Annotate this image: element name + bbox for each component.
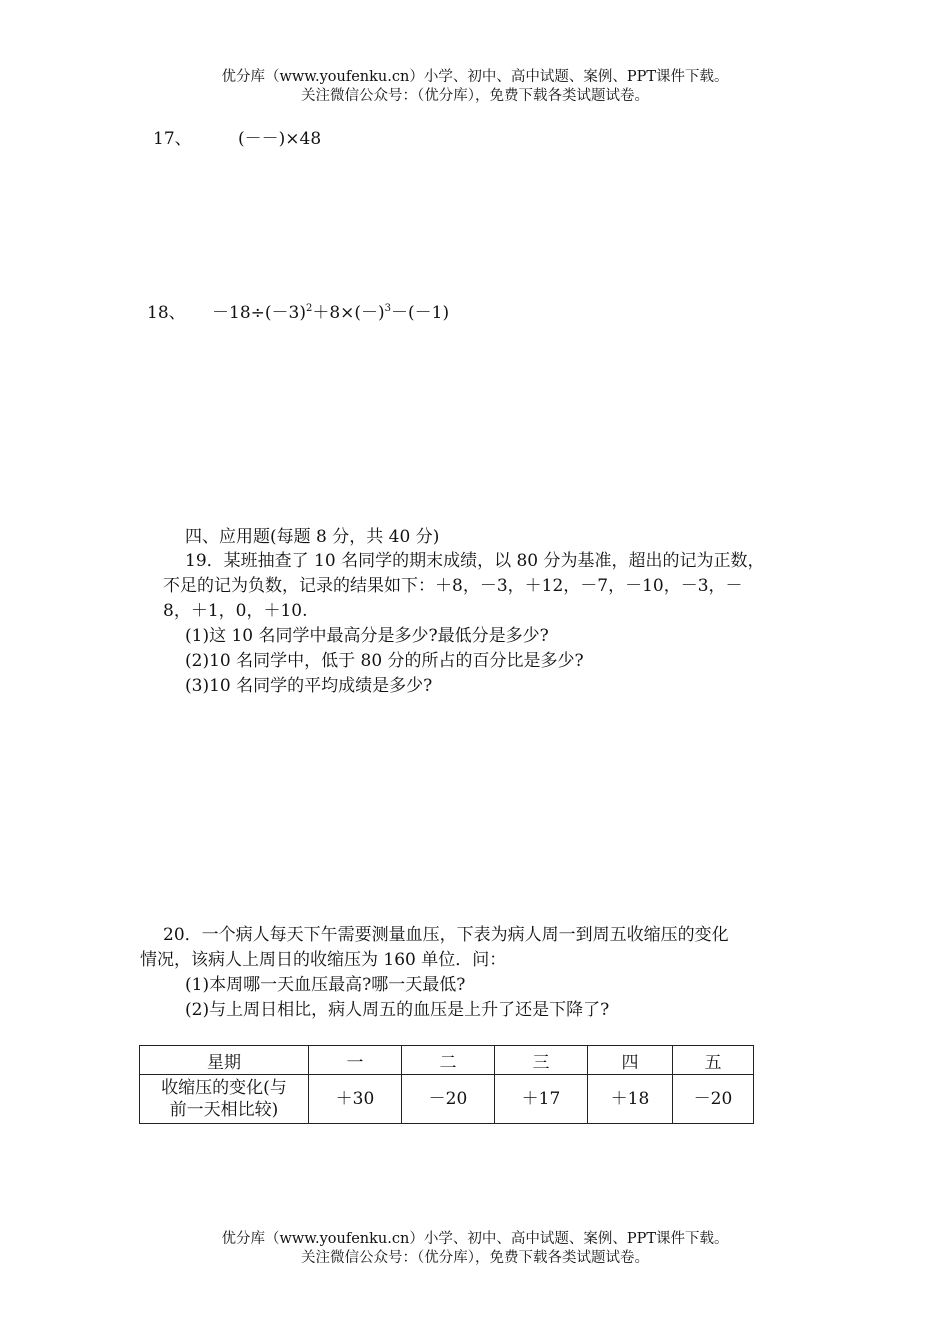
question-20-sub-2: (2)与上周日相比，病人周五的血压是上升了还是下降了? <box>185 1000 610 1020</box>
question-20-line-1: 20．一个病人每天下午需要测量血压，下表为病人周一到周五收缩压的变化 <box>163 925 729 945</box>
blood-pressure-table <box>139 1045 754 1124</box>
question-18-number: 18、 <box>147 303 186 323</box>
question-19-sub-2: (2)10 名同学中，低于 80 分的所占的百分比是多少? <box>185 651 584 671</box>
table-day-cell: 三 <box>495 1046 588 1075</box>
question-19-line-1: 19．某班抽查了 10 名同学的期末成绩，以 80 分为基准，超出的记为正数， <box>185 551 765 571</box>
header-line-1: 优分库（www.youfenku.cn）小学、初中、高中试题、案例、PPT课件下载。 <box>221 69 729 85</box>
table-day-cell: 四 <box>588 1046 673 1075</box>
table-row-label <box>140 1075 309 1124</box>
table-value-cell: ＋18 <box>588 1075 673 1124</box>
question-19-sub-1: (1)这 10 名同学中最高分是多少?最低分是多少? <box>185 626 549 646</box>
q18-part-2: ＋8×(－) <box>312 303 385 323</box>
section-4-title: 四、应用题(每题 8 分，共 40 分) <box>185 527 440 547</box>
table-value-row <box>140 1075 754 1124</box>
table-value-cell: －20 <box>402 1075 495 1124</box>
header-line-2: 关注微信公众号：（优分库），免费下载各类试题试卷。 <box>301 88 649 104</box>
question-20-sub-1: (1)本周哪一天血压最高?哪一天最低? <box>185 975 466 995</box>
footer-line-2: 关注微信公众号：（优分库），免费下载各类试题试卷。 <box>301 1250 649 1266</box>
table-header-label: 星期 <box>140 1046 309 1075</box>
question-19-line-2: 不足的记为负数，记录的结果如下：＋8，－3，＋12，－7，－10，－3，－ <box>163 576 743 596</box>
table-row-label-line-2: 前一天相比较) <box>169 1100 279 1120</box>
question-20-line-2: 情况，该病人上周日的收缩压为 160 单位．问： <box>140 950 507 970</box>
question-19-line-3: 8，＋1，0，＋10. <box>163 601 308 621</box>
table-day-cell: 二 <box>402 1046 495 1075</box>
table-value-cell: ＋17 <box>495 1075 588 1124</box>
table-header-row <box>140 1046 754 1075</box>
question-18-expression <box>212 302 449 324</box>
q18-part-3: －(－1) <box>391 303 450 323</box>
table-day-cell: 一 <box>309 1046 402 1075</box>
q18-exponent-1: 2 <box>305 303 313 314</box>
table-day-cell: 五 <box>673 1046 754 1075</box>
question-17-number: 17、 <box>153 129 192 149</box>
question-19-sub-3: (3)10 名同学的平均成绩是多少? <box>185 676 433 696</box>
table-value-cell: ＋30 <box>309 1075 402 1124</box>
table-value-cell: －20 <box>673 1075 754 1124</box>
table-row-label-line-1: 收缩压的变化(与 <box>161 1078 287 1098</box>
q18-part-1: －18÷(－3) <box>212 303 306 323</box>
q18-exponent-2: 3 <box>384 303 392 314</box>
question-17-expression: (－－)×48 <box>238 129 322 149</box>
footer-line-1: 优分库（www.youfenku.cn）小学、初中、高中试题、案例、PPT课件下载。 <box>221 1231 729 1247</box>
